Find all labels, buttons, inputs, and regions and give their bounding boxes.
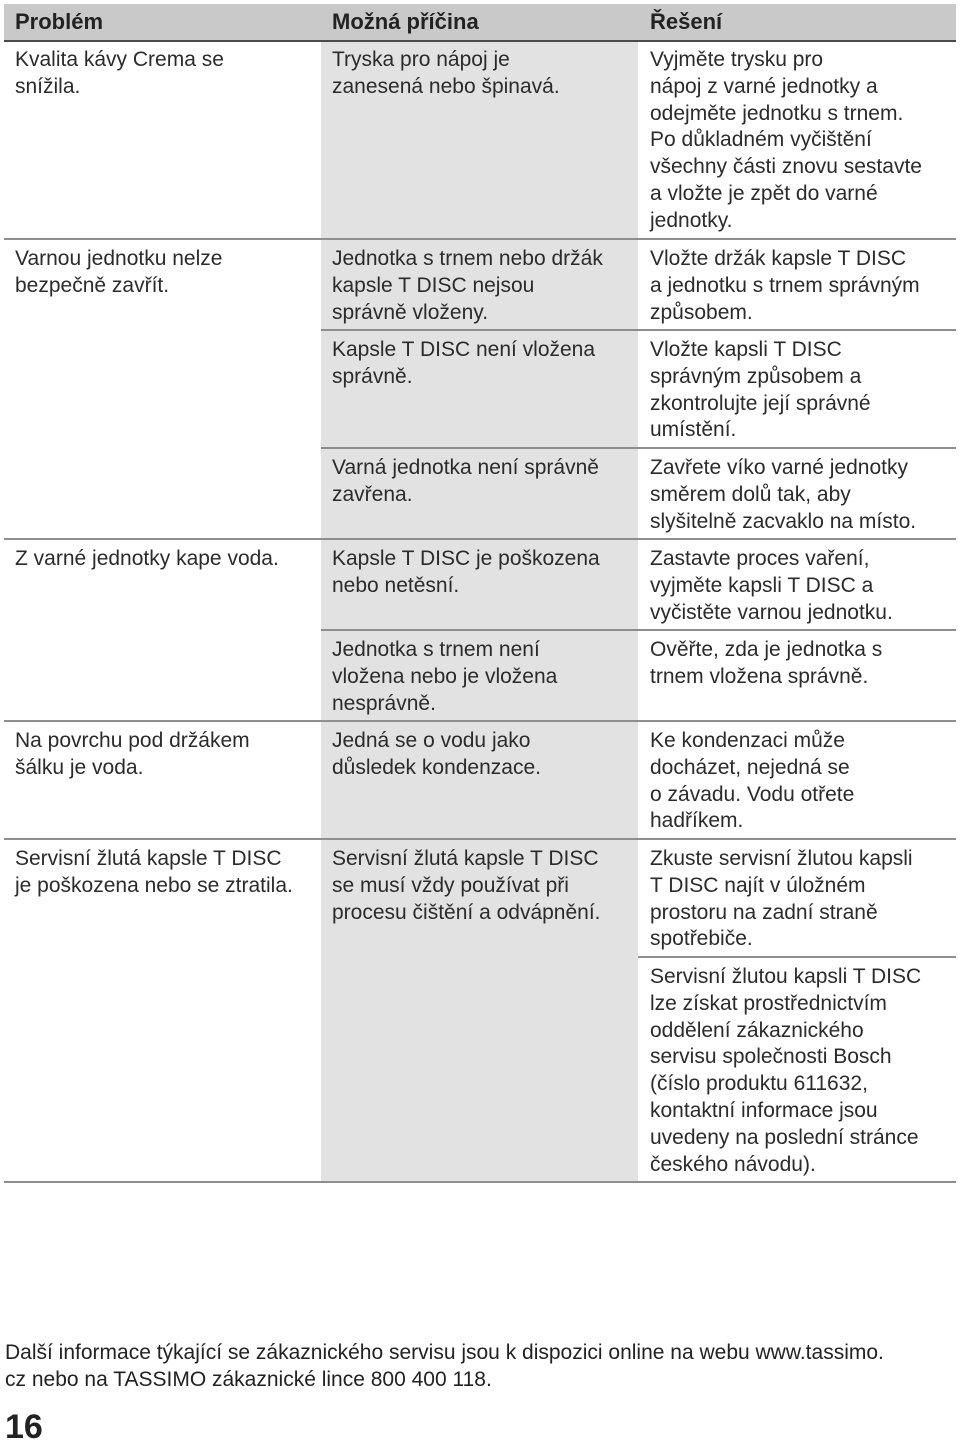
- row-divider: [321, 447, 956, 449]
- solution-cell: Servisní žlutou kapsli T DISC lze získat prostřednictvím oddělení zákaznického servisu společnosti Bosch (číslo produktu 611632, kontaktní informace jsou uvedeny na poslední stránce českého návodu).: [650, 965, 922, 1176]
- page-number: 16: [5, 1408, 43, 1446]
- row-divider: [4, 720, 956, 722]
- row-divider: [4, 838, 956, 840]
- cause-column-background: [321, 42, 638, 1181]
- footer-note: Další informace týkající se zákaznického servisu jsou k dispozici online na webu www.tassimo. cz nebo na TASSIMO zákaznické lince 800 400 118.: [5, 1341, 884, 1391]
- cause-cell: Varná jednotka není správně zavřena.: [332, 456, 599, 506]
- row-divider: [321, 329, 956, 331]
- solution-cell: Zastavte proces vaření, vyjměte kapsli T DISC a vyčistěte varnou jednotku.: [650, 547, 893, 624]
- problem-cell: Servisní žlutá kapsle T DISC je poškozena nebo se ztratila.: [15, 847, 293, 897]
- cause-cell: Jedná se o vodu jako důsledek kondenzace.: [332, 729, 541, 779]
- cause-cell: Servisní žlutá kapsle T DISC se musí vždy používat při procesu čištění a odvápnění.: [332, 847, 601, 924]
- solution-cell: Vložte kapsli T DISC správným způsobem a zkontrolujte její správné umístění.: [650, 338, 871, 442]
- solution-cell: Vložte držák kapsle T DISC a jednotku s trnem správným způsobem.: [650, 247, 920, 324]
- solution-cell: Ke kondenzaci může docházet, nejedná se o závadu. Vodu otřete hadříkem.: [650, 729, 855, 833]
- cause-cell: Tryska pro nápoj je zanesená nebo špinavá.: [332, 48, 560, 98]
- table-bottom-rule: [4, 1181, 956, 1183]
- row-divider: [321, 629, 956, 631]
- column-header-cause: Možná příčina: [332, 9, 479, 34]
- row-divider: [638, 956, 956, 958]
- solution-cell: Zavřete víko varné jednotky směrem dolů tak, aby slyšitelně zacvaklo na místo.: [650, 456, 917, 533]
- solution-cell: Ověřte, zda je jednotka s trnem vložena správně.: [650, 638, 883, 688]
- cause-cell: Jednotka s trnem nebo držák kapsle T DISC nejsou správně vloženy.: [332, 247, 603, 324]
- row-divider: [4, 538, 956, 540]
- cause-cell: Kapsle T DISC není vložena správně.: [332, 338, 596, 388]
- cause-cell: Jednotka s trnem není vložena nebo je vložena nesprávně.: [332, 638, 558, 715]
- table-header: [4, 4, 956, 42]
- problem-cell: Na povrchu pod držákem šálku je voda.: [15, 729, 250, 779]
- row-divider: [4, 238, 956, 240]
- solution-cell: Vyjměte trysku pro nápoj z varné jednotky a odejměte jednotku s trnem. Po důkladném vyčištění všechny části znovu sestavte a vložte je zpět do varné jednotky.: [650, 48, 922, 232]
- solution-cell: Zkuste servisní žlutou kapsli T DISC najít v úložném prostoru na zadní straně spotřebiče.: [650, 847, 913, 951]
- cause-cell: Kapsle T DISC je poškozena nebo netěsní.: [332, 547, 600, 597]
- column-header-solution: Řešení: [650, 9, 723, 34]
- problem-cell: Kvalita kávy Crema se snížila.: [15, 48, 224, 98]
- problem-cell: Varnou jednotku nelze bezpečně zavřít.: [15, 247, 223, 297]
- problem-cell: Z varné jednotky kape voda.: [15, 547, 279, 570]
- column-header-problem: Problém: [15, 9, 104, 34]
